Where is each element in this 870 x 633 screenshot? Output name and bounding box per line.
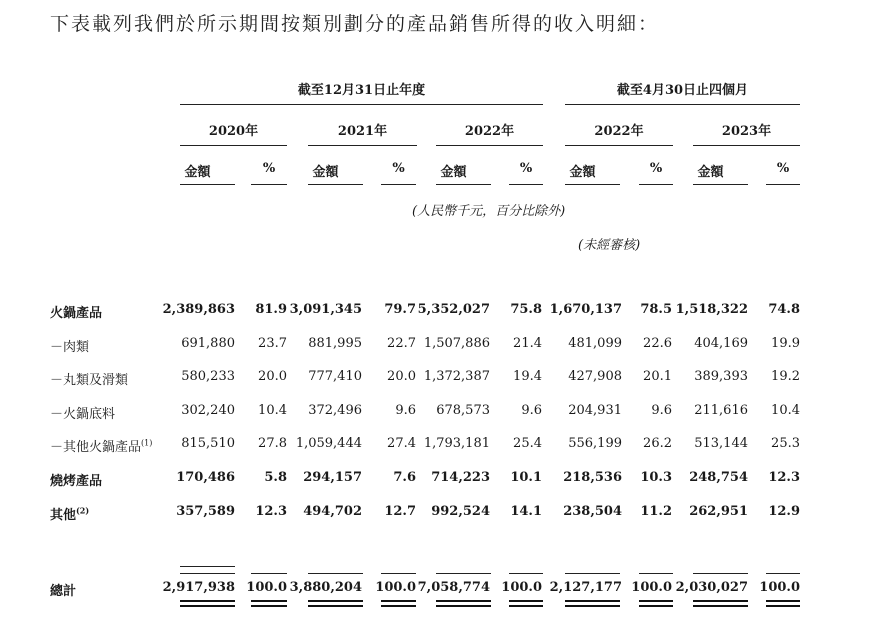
total-top-rule bbox=[766, 573, 800, 574]
percent-cell: 25.3 bbox=[771, 436, 800, 451]
percent-cell: 27.8 bbox=[258, 436, 287, 451]
percent-cell: 22.6 bbox=[643, 336, 672, 351]
year-rule bbox=[565, 145, 673, 146]
percent-cell: 20.0 bbox=[387, 369, 416, 384]
total-top-rule bbox=[565, 573, 620, 574]
subheader-rule bbox=[639, 184, 673, 185]
subheader-rule bbox=[766, 184, 800, 185]
subheader-rule bbox=[693, 184, 748, 185]
group-header-annual: 截至12月31日止年度 bbox=[297, 83, 426, 98]
total-top-rule bbox=[381, 573, 416, 574]
amount-cell: 1,670,137 bbox=[549, 302, 622, 317]
table-row-label bbox=[50, 302, 102, 321]
amount-cell: 992,524 bbox=[431, 504, 490, 519]
group-rule bbox=[180, 104, 543, 105]
unit-note: (人民幣千元，百分比除外) bbox=[412, 204, 566, 219]
total-top-rule bbox=[251, 573, 287, 574]
row-label-text: －丸類及滑類 bbox=[50, 373, 129, 388]
amount-cell: 580,233 bbox=[181, 369, 235, 384]
percent-cell: 25.4 bbox=[513, 436, 542, 451]
total-row-label bbox=[50, 580, 76, 599]
year-header: 2020年 bbox=[208, 124, 259, 139]
group-rule bbox=[565, 104, 800, 105]
percent-cell: 100.0 bbox=[631, 580, 672, 595]
percent-cell: 19.2 bbox=[771, 369, 800, 384]
percent-cell: 75.8 bbox=[510, 302, 542, 317]
row-label-text: 燒烤產品 bbox=[50, 474, 103, 489]
percent-cell: 5.8 bbox=[264, 470, 287, 485]
total-top-rule bbox=[639, 573, 673, 574]
total-double-rule bbox=[251, 600, 287, 607]
footnote-marker: (2) bbox=[76, 505, 90, 516]
year-rule bbox=[180, 145, 287, 146]
amount-cell: 714,223 bbox=[431, 470, 490, 485]
percent-cell: 100.0 bbox=[501, 580, 542, 595]
row-label-text: －其他火鍋產品 bbox=[50, 440, 142, 455]
percent-cell: 74.8 bbox=[768, 302, 800, 317]
percent-cell: 79.7 bbox=[384, 302, 416, 317]
percent-cell: 78.5 bbox=[640, 302, 672, 317]
amount-cell: 481,099 bbox=[568, 336, 622, 351]
percent-cell: 21.4 bbox=[513, 336, 542, 351]
total-top-rule bbox=[180, 566, 235, 567]
percent-header: % bbox=[649, 161, 663, 176]
amount-header: 金額 bbox=[697, 165, 724, 180]
group-header-four-months: 截至4月30日止四個月 bbox=[616, 83, 749, 98]
amount-cell: 248,754 bbox=[689, 470, 748, 485]
row-label-text: 其他 bbox=[50, 508, 77, 523]
percent-cell: 100.0 bbox=[375, 580, 416, 595]
row-label-text: －火鍋底料 bbox=[50, 407, 116, 422]
percent-cell: 26.2 bbox=[643, 436, 672, 451]
percent-cell: 20.1 bbox=[643, 369, 672, 384]
year-rule bbox=[693, 145, 800, 146]
total-double-rule bbox=[509, 600, 543, 607]
amount-cell: 2,389,863 bbox=[162, 302, 235, 317]
amount-cell: 678,573 bbox=[436, 403, 490, 418]
total-top-rule bbox=[180, 573, 235, 574]
amount-cell: 1,059,444 bbox=[295, 436, 362, 451]
amount-cell: 218,536 bbox=[563, 470, 622, 485]
amount-header: 金額 bbox=[440, 165, 467, 180]
total-top-rule bbox=[436, 573, 491, 574]
percent-cell: 20.0 bbox=[258, 369, 287, 384]
amount-cell: 3,091,345 bbox=[289, 302, 362, 317]
amount-header: 金額 bbox=[312, 165, 339, 180]
table-row-label bbox=[50, 403, 115, 422]
total-double-rule bbox=[308, 600, 363, 607]
percent-cell: 10.4 bbox=[258, 403, 287, 418]
row-label-text: 火鍋產品 bbox=[50, 306, 103, 321]
amount-cell: 2,030,027 bbox=[675, 580, 748, 595]
amount-cell: 5,352,027 bbox=[417, 302, 490, 317]
amount-cell: 513,144 bbox=[694, 436, 748, 451]
amount-cell: 3,880,204 bbox=[289, 580, 362, 595]
intro-text: 下表載列我們於所示期間按類別劃分的產品銷售所得的收入明細： bbox=[50, 13, 660, 35]
table-row-label bbox=[50, 436, 152, 455]
amount-cell: 2,917,938 bbox=[162, 580, 235, 595]
percent-cell: 9.6 bbox=[651, 403, 672, 418]
total-double-rule bbox=[693, 600, 748, 607]
percent-cell: 10.3 bbox=[640, 470, 672, 485]
percent-cell: 12.7 bbox=[384, 504, 416, 519]
amount-cell: 691,880 bbox=[181, 336, 235, 351]
year-rule bbox=[436, 145, 543, 146]
amount-cell: 404,169 bbox=[694, 336, 748, 351]
subheader-rule bbox=[565, 184, 620, 185]
amount-cell: 294,157 bbox=[303, 470, 362, 485]
amount-cell: 1,793,181 bbox=[423, 436, 490, 451]
percent-cell: 100.0 bbox=[759, 580, 800, 595]
amount-cell: 170,486 bbox=[176, 470, 235, 485]
table-row-label bbox=[50, 369, 128, 388]
percent-cell: 12.3 bbox=[255, 504, 287, 519]
table-row-label bbox=[50, 504, 89, 523]
amount-cell: 302,240 bbox=[181, 403, 235, 418]
total-top-rule bbox=[509, 573, 543, 574]
year-header: 2023年 bbox=[721, 124, 772, 139]
amount-cell: 204,931 bbox=[568, 403, 622, 418]
percent-header: % bbox=[776, 161, 790, 176]
subheader-rule bbox=[308, 184, 363, 185]
percent-cell: 12.3 bbox=[768, 470, 800, 485]
amount-cell: 1,518,322 bbox=[675, 302, 748, 317]
percent-cell: 9.6 bbox=[521, 403, 542, 418]
table-row-label bbox=[50, 470, 102, 489]
percent-cell: 100.0 bbox=[246, 580, 287, 595]
unaudited-note: (未經審核) bbox=[578, 238, 641, 253]
total-double-rule bbox=[766, 600, 800, 607]
year-header: 2022年 bbox=[464, 124, 515, 139]
amount-cell: 1,372,387 bbox=[423, 369, 490, 384]
percent-cell: 22.7 bbox=[387, 336, 416, 351]
amount-cell: 494,702 bbox=[303, 504, 362, 519]
row-label-text: 總計 bbox=[50, 584, 77, 599]
total-double-rule bbox=[180, 600, 235, 607]
subheader-rule bbox=[251, 184, 287, 185]
year-header: 2022年 bbox=[594, 124, 644, 139]
amount-cell: 262,951 bbox=[689, 504, 748, 519]
percent-cell: 81.9 bbox=[255, 302, 287, 317]
subheader-rule bbox=[381, 184, 416, 185]
percent-cell: 27.4 bbox=[387, 436, 416, 451]
percent-cell: 19.4 bbox=[513, 369, 542, 384]
amount-cell: 556,199 bbox=[568, 436, 622, 451]
amount-cell: 1,507,886 bbox=[423, 336, 490, 351]
amount-cell: 357,589 bbox=[176, 504, 235, 519]
total-double-rule bbox=[565, 600, 620, 607]
amount-cell: 372,496 bbox=[308, 403, 362, 418]
percent-cell: 23.7 bbox=[258, 336, 287, 351]
percent-cell: 19.9 bbox=[771, 336, 800, 351]
total-double-rule bbox=[381, 600, 416, 607]
percent-cell: 7.6 bbox=[393, 470, 416, 485]
percent-cell: 10.1 bbox=[510, 470, 542, 485]
total-top-rule bbox=[308, 573, 363, 574]
total-top-rule bbox=[693, 573, 748, 574]
subheader-rule bbox=[436, 184, 491, 185]
subheader-rule bbox=[509, 184, 543, 185]
amount-cell: 815,510 bbox=[181, 436, 235, 451]
percent-header: % bbox=[262, 161, 276, 176]
percent-header: % bbox=[519, 161, 533, 176]
amount-header: 金額 bbox=[184, 165, 211, 180]
year-rule bbox=[308, 145, 417, 146]
total-double-rule bbox=[639, 600, 673, 607]
year-header: 2021年 bbox=[337, 124, 388, 139]
amount-cell: 881,995 bbox=[308, 336, 362, 351]
amount-header: 金額 bbox=[569, 165, 596, 180]
percent-cell: 9.6 bbox=[395, 403, 416, 418]
percent-cell: 10.4 bbox=[771, 403, 800, 418]
amount-cell: 427,908 bbox=[568, 369, 622, 384]
percent-header: % bbox=[392, 161, 405, 176]
percent-cell: 12.9 bbox=[768, 504, 800, 519]
row-label-text: －肉類 bbox=[50, 340, 90, 355]
amount-cell: 7,058,774 bbox=[417, 580, 490, 595]
amount-cell: 238,504 bbox=[563, 504, 622, 519]
amount-cell: 2,127,177 bbox=[549, 580, 622, 595]
percent-cell: 11.2 bbox=[640, 504, 672, 519]
subheader-rule bbox=[180, 184, 235, 185]
amount-cell: 389,393 bbox=[694, 369, 748, 384]
percent-cell: 14.1 bbox=[510, 504, 542, 519]
footnote-marker: (1) bbox=[141, 438, 153, 448]
amount-cell: 777,410 bbox=[308, 369, 362, 384]
amount-cell: 211,616 bbox=[694, 403, 748, 418]
total-double-rule bbox=[436, 600, 491, 607]
table-row-label bbox=[50, 336, 89, 355]
